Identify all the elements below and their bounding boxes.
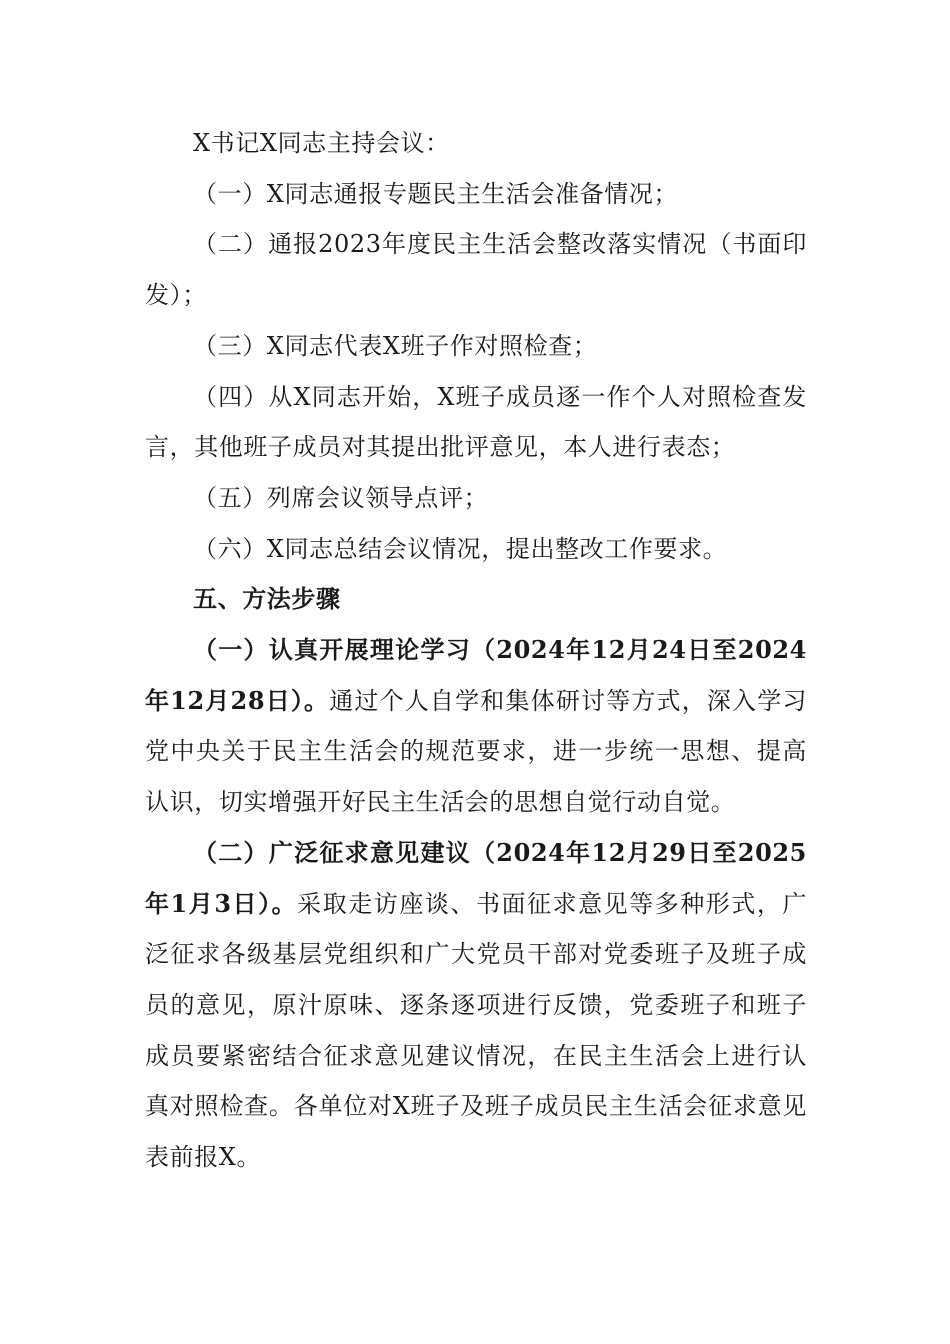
- step-1-body: 通过个人自学和集体研讨等方式，深入学习党中央关于民主生活会的规范要求，进一步统一思想、提高认识，切实增强开好民主生活会的思想自觉行动自觉。: [145, 686, 807, 817]
- section-heading: 五、方法步骤: [193, 584, 341, 614]
- paragraph-host: X书记X同志主持会议：: [193, 129, 450, 157]
- step-paragraph-2: [145, 828, 807, 1183]
- agenda-item-3: （三）X同志代表X班子作对照检查；: [193, 331, 598, 360]
- step-paragraph-1: [145, 625, 807, 828]
- step-2-title: （二）广泛征求意见建议（2024年12月29日至2025年1月3日）。: [145, 837, 807, 918]
- agenda-item-2: （二）通报2023年度民主生活会整改落实情况（书面印发）；: [145, 230, 807, 310]
- agenda-item-5: （五）列席会议领导点评；: [193, 483, 489, 512]
- agenda-item-6: （六）X同志总结会议情况，提出整改工作要求。: [193, 534, 728, 563]
- step-1-title: （一）认真开展理论学习（2024年12月24日至2024年12月28日）。: [145, 635, 807, 715]
- agenda-item-4: （四）从X同志开始，X班子成员逐一作个人对照检查发言，其他班子成员对其提出批评意见，本人进行表态；: [145, 382, 807, 462]
- agenda-item-1: （一）X同志通报专题民主生活会准备情况；: [193, 179, 679, 208]
- step-2-body: 采取走访座谈、书面征求意见等多种形式，广泛征求各级基层党组织和广大党员干部对党委班子及班子成员的意见，原汁原味、逐条逐项进行反馈，党委班子和班子成员要紧密结合征求意见建议情况，在民主生活会上进行认真对照检查。各单位对X班子及班子成员民主生活会征求意见表前报X。: [145, 889, 807, 1172]
